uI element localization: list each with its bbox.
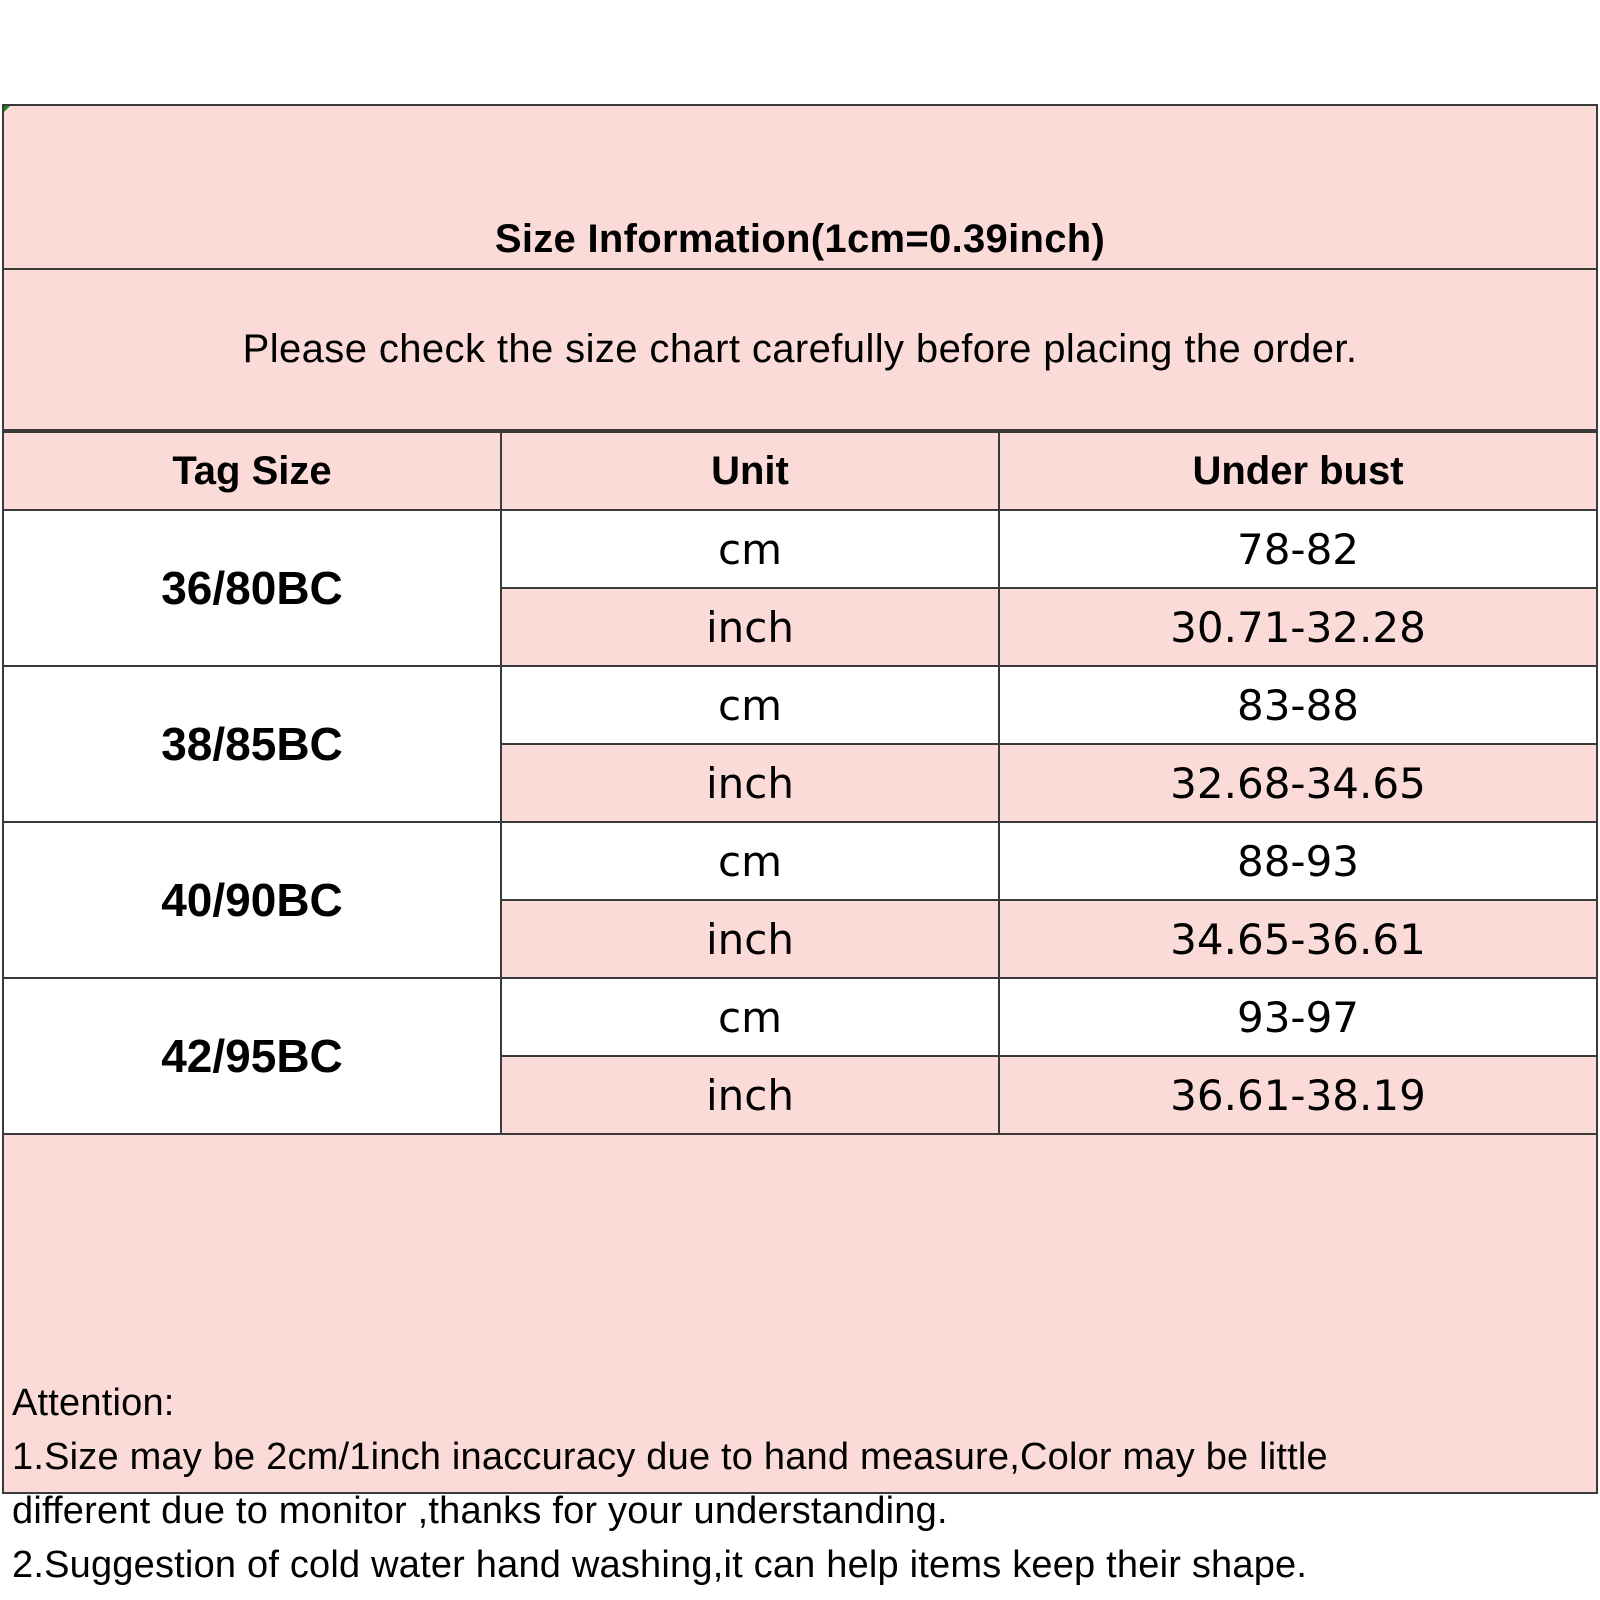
size-table xyxy=(4,431,1596,1135)
under-bust-cell: 78-82 xyxy=(999,510,1596,588)
unit-cell: cm xyxy=(501,666,999,744)
unit-cell: cm xyxy=(501,978,999,1056)
notice-cell xyxy=(4,270,1596,431)
attention-note-1b: different due to monitor ,thanks for your understanding. xyxy=(12,1490,948,1532)
table-header-row xyxy=(4,432,1596,510)
unit-cell: cm xyxy=(501,822,999,900)
tag-size-cell: 42/95BC xyxy=(4,978,501,1134)
attention-note-2: 2.Suggestion of cold water hand washing,it can help items keep their shape. xyxy=(12,1544,1308,1586)
unit-cell: inch xyxy=(501,900,999,978)
table-row xyxy=(4,822,1596,900)
under-bust-cell: 36.61-38.19 xyxy=(999,1056,1596,1134)
unit-cell: cm xyxy=(501,510,999,588)
tag-size-cell: 38/85BC xyxy=(4,666,501,822)
unit-cell: inch xyxy=(501,744,999,822)
under-bust-cell: 83-88 xyxy=(999,666,1596,744)
unit-cell: inch xyxy=(501,1056,999,1134)
header-unit: Unit xyxy=(501,432,999,510)
size-chart-sheet xyxy=(2,104,1598,1586)
unit-cell: inch xyxy=(501,588,999,666)
under-bust-cell: 32.68-34.65 xyxy=(999,744,1596,822)
under-bust-cell: 93-97 xyxy=(999,978,1596,1056)
table-row xyxy=(4,510,1596,588)
header-tag-size: Tag Size xyxy=(4,432,501,510)
under-bust-cell: 34.65-36.61 xyxy=(999,900,1596,978)
attention-note-1a: 1.Size may be 2cm/1inch inaccuracy due to hand measure,Color may be little xyxy=(12,1436,1328,1478)
header-under-bust: Under bust xyxy=(999,432,1596,510)
under-bust-cell: 88-93 xyxy=(999,822,1596,900)
size-check-notice: Please check the size chart carefully before placing the order. xyxy=(242,327,1358,371)
table-row xyxy=(4,666,1596,744)
tag-size-cell: 36/80BC xyxy=(4,510,501,666)
table-row xyxy=(4,978,1596,1056)
tag-size-cell: 40/90BC xyxy=(4,822,501,978)
attention-notes xyxy=(12,1376,1592,1592)
attention-heading: Attention: xyxy=(12,1382,175,1424)
size-info-title: Size Information(1cm=0.39inch) xyxy=(494,217,1106,261)
title-cell xyxy=(4,106,1596,270)
under-bust-cell: 30.71-32.28 xyxy=(999,588,1596,666)
